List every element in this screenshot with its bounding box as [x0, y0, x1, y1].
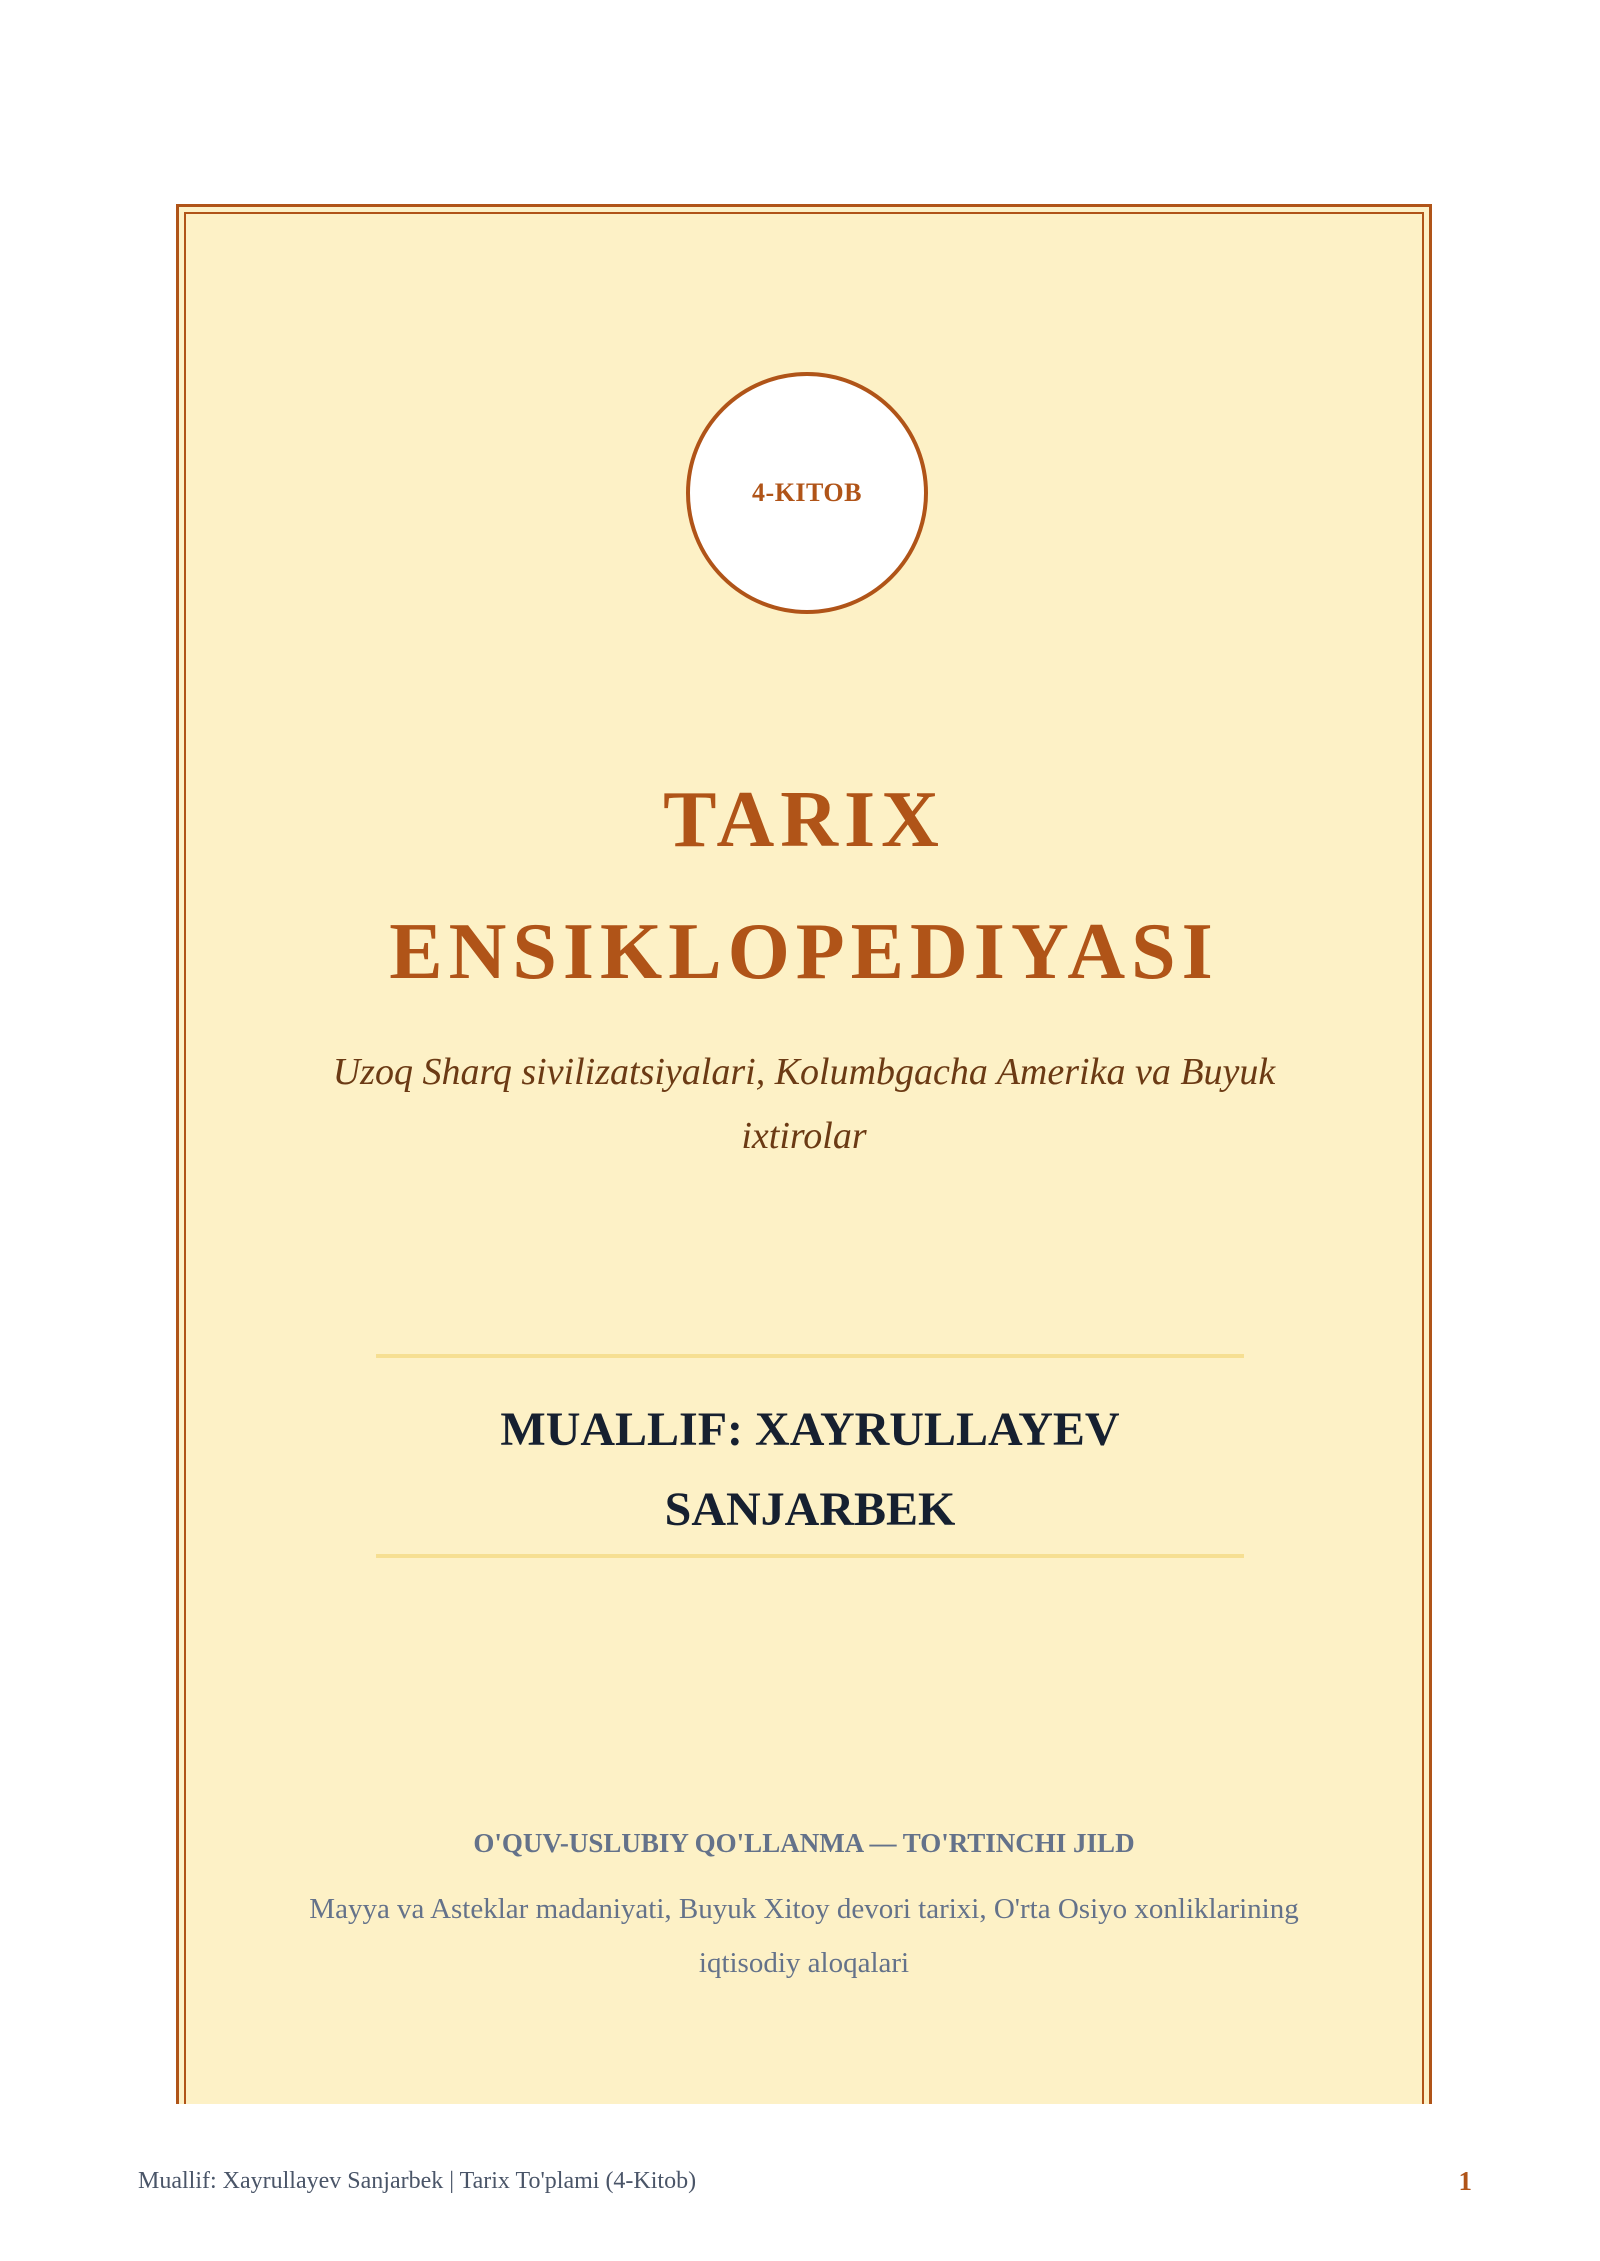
- book-title-line-1: TARIX: [663, 776, 945, 864]
- cover-inner-border: [184, 212, 1424, 2104]
- book-title: [186, 754, 1422, 1018]
- author-line-1: MUALLIF: XAYRULLAYEV: [500, 1403, 1120, 1456]
- page-footer-text: Muallif: Xayrullayev Sanjarbek | Tarix To'plami (4-Kitob): [138, 2168, 697, 2194]
- page-number: 1: [1458, 2166, 1472, 2196]
- book-subtitle: Uzoq Sharq sivilizatsiyalari, Kolumbgacha Amerika va Buyuk ixtirolar: [332, 1051, 1276, 1157]
- book-title-line-2: ENSIKLOPEDIYASI: [389, 908, 1219, 996]
- volume-badge-label: 4-KITOB: [752, 478, 862, 507]
- author-divider-top: [376, 1354, 1244, 1358]
- author-line-2: SANJARBEK: [664, 1483, 956, 1536]
- author-divider-bottom: [376, 1554, 1244, 1558]
- volume-badge: [686, 372, 928, 614]
- book-cover: [176, 204, 1432, 2104]
- volume-description: Mayya va Asteklar madaniyati, Buyuk Xitoy devori tarixi, O'rta Osiyo xonliklarining iqtisodiy aloqalari: [309, 1893, 1299, 1979]
- author-block: [376, 1390, 1244, 1550]
- series-label: O'QUV-USLUBIY QO'LLANMA — TO'RTINCHI JILD: [473, 1828, 1135, 1858]
